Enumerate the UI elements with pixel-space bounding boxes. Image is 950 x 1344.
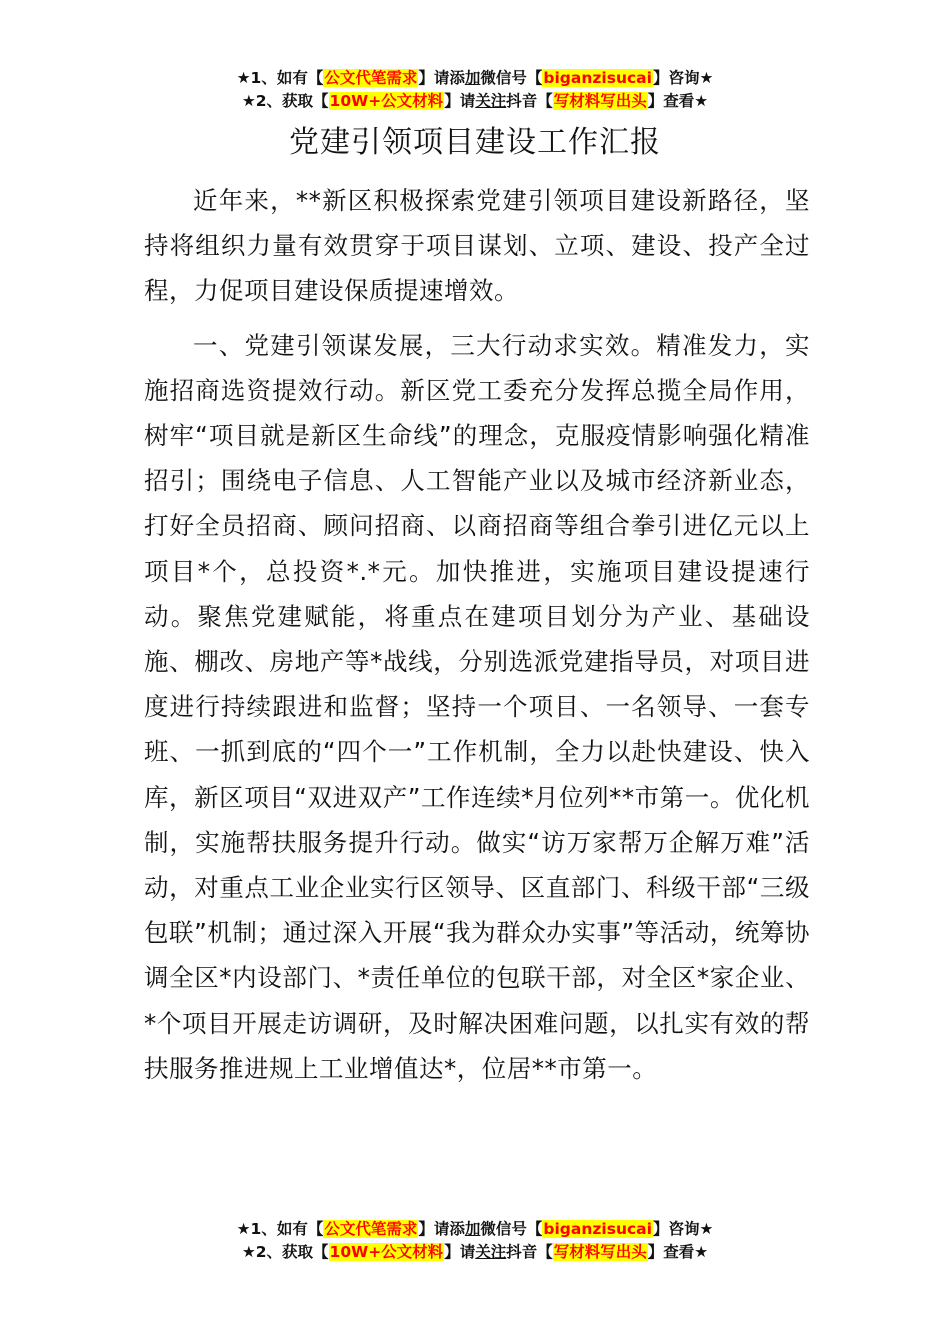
footer-notice [0,1218,950,1264]
notice-line-1: ★1、如有【公文代笔需求】请添加微信号【biganzisucai】咨询★ [236,69,714,87]
paragraph-section-1: 一、党建引领谋发展，三大行动求实效。精准发力，实施招商选资提效行动。新区党工委充分发挥总揽全局作用，树牢“项目就是新区生命线”的理念，克服疫情影响强化精准招引；围绕电子信息、人工智能产业以及城市经济新业态，打好全员招商、顾问招商、以商招商等组合拳引进亿元以上项目*个，总投资*.*元。加快推进，实施项目建设提速行动。聚焦党建赋能，将重点在建项目划分为产业、基础设施、棚改、房地产等*战线，分别选派党建指导员，对项目进度进行持续跟进和监督；坚持一个项目、一名领导、一套专班、一抓到底的“四个一”工作机制，全力以赴快建设、快入库，新区项目“双进双产”工作连续*月位列**市第一。优化机制，实施帮扶服务提升行动。做实“访万家帮万企解万难”活动，对重点工业企业实行区领导、区直部门、科级干部“三级包联”机制；通过深入开展“我为群众办实事”等活动，统筹协调全区*内设部门、*责任单位的包联干部，对全区*家企业、*个项目开展走访调研，及时解决困难问题，以扎实有效的帮扶服务推进规上工业增值达*，位居**市第一。 [144,330,810,1083]
notice-line-1: ★1、如有【公文代笔需求】请添加微信号【biganzisucai】咨询★ [236,1220,714,1238]
document-body [144,178,810,1100]
notice-line-2: ★2、获取【10W+公文材料】请关注抖音【写材料写出头】查看★ [241,92,709,110]
notice-line-2: ★2、获取【10W+公文材料】请关注抖音【写材料写出头】查看★ [241,1243,709,1261]
highlight-service: 公文代笔需求 [324,69,418,87]
highlight-douyin-account: 写材料写出头 [553,92,647,110]
highlight-materials: 10W+公文材料 [329,1243,444,1261]
highlight-wechat-id: biganzisucai [543,69,652,87]
paragraph-intro: 近年来，**新区积极探索党建引领项目建设新路径，坚持将组织力量有效贯穿于项目谋划、立项、建设、投产全过程，力促项目建设保质提速增效。 [144,186,810,306]
highlight-service: 公文代笔需求 [324,1220,418,1238]
document-title: 党建引领项目建设工作汇报 [289,125,661,160]
header-notice [0,67,950,113]
highlight-wechat-id: biganzisucai [543,1220,652,1238]
highlight-douyin-account: 写材料写出头 [553,1243,647,1261]
highlight-materials: 10W+公文材料 [329,92,444,110]
